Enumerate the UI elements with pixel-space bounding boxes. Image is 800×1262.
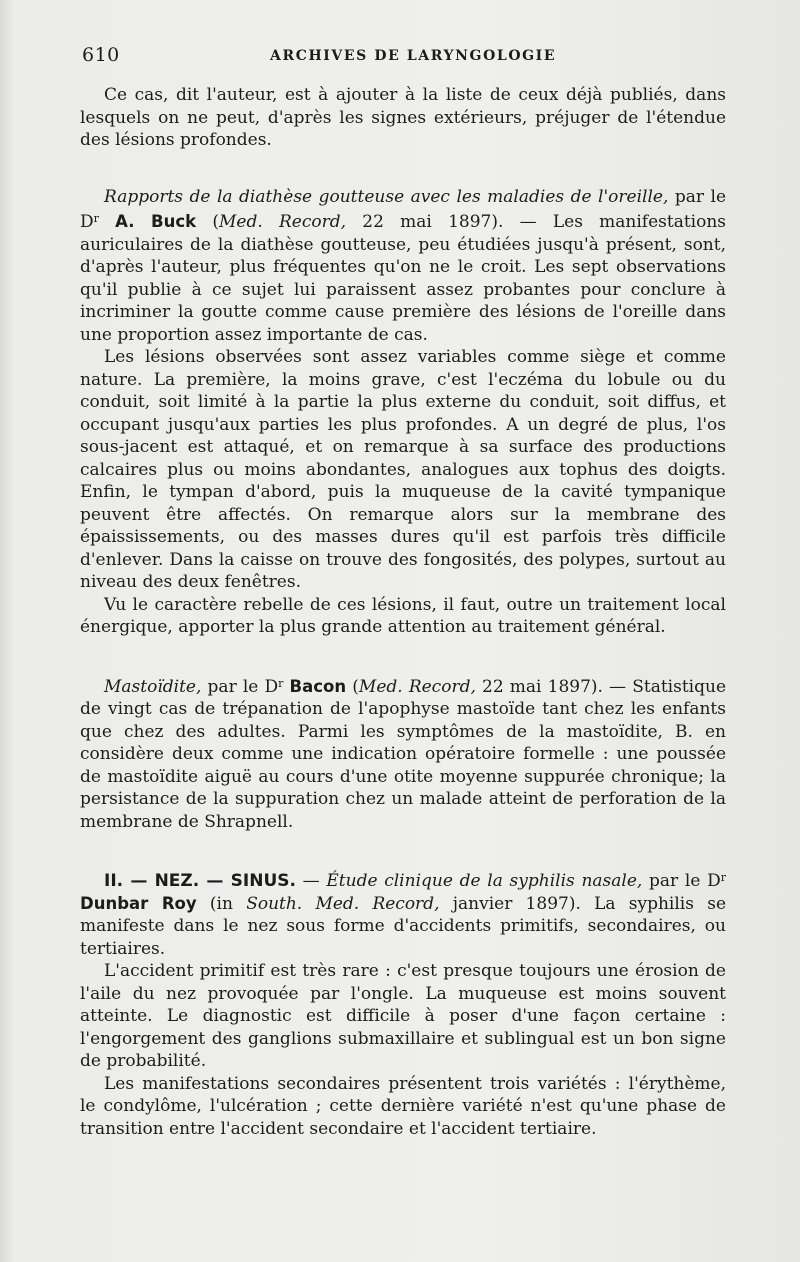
- journal-name: South. Med. Record,: [246, 893, 440, 914]
- paragraph-secondary-manifestations: Les manifestations secondaires présentent trois variétés : l'érythème, le condylôme, l'ulcération ; cette dernière variété n'est qu'une phase de transition entre l'accident secondaire et l'accident tertiaire.: [80, 1073, 726, 1139]
- article-title: Rapports de la diathèse goutteuse avec les maladies de l'oreille,: [104, 186, 669, 207]
- article-title: — Étude clinique de la syphilis nasale,: [295, 871, 643, 891]
- journal-name: Med. Record,: [358, 676, 476, 697]
- section-heading: II. — NEZ. — SINUS.: [104, 871, 296, 891]
- page-number: 610: [82, 44, 120, 66]
- paragraph-treatment: Vu le caractère rebelle de ces lésions, il faut, outre un traitement local énergique, apporter la plus grande attention au traitement général.: [80, 594, 726, 637]
- author-name: Bacon: [289, 676, 347, 696]
- article-mastoiditis: Mastoïdite, par le $D^r$ Bacon (Med. Record, 22 mai 1897). — Statistique de vingt cas de trépanation de l'apophyse mastoïde tant chez les enfants que chez des adultes. Parmi les symptômes de la mastoïdite, B. en considère deux comme une indication opératoire formelle : une poussée de mastoïdite aiguë au cours d'une otite moyenne suppurée chronique; la persistance de la suppuration chez un malade atteint de perforation de la membrane de Shrapnell.: [80, 676, 727, 832]
- running-title: ARCHIVES DE LARYNGOLOGIE: [270, 48, 557, 64]
- paragraph-lesions: Les lésions observées sont assez variables comme siège et comme nature. La première, la moins grave, c'est l'eczéma du lobule ou du conduit, soit limité à la partie la plus externe du conduit, soit diffus, et occupant jusqu'aux parties les plus profondes. A un degré de plus, l'os sous-jacent est attaqué, et on remarque à sa surface des productions calcaires plus ou moins abondantes, analogues aux tophus des doigts. Enfin, le tympan d'abord, puis la muqueuse de la cavité tympanique peuvent être affectés. On remarque alors sur la membrane des épaississements, ou des masses dures qu'il est parfois très difficile d'enlever. Dans la caisse on trouve des fongosités, des polypes, surtout au niveau des deux fenêtres.: [80, 347, 726, 592]
- body-text: [80, 84, 726, 1140]
- paragraph-primary-accident: L'accident primitif est très rare : c'est presque toujours une érosion de l'aile du nez provoquée par l'ongle. La muqueuse est moins souvent atteinte. Le diagnostic est difficile à poser d'une façon certaine : l'engorgement des ganglions submaxillaire et sublingual est un bon signe de probabilité.: [80, 961, 726, 1071]
- author-name: Dunbar Roy: [80, 893, 197, 913]
- page-header: [82, 44, 722, 74]
- journal-name: Med. Record,: [219, 212, 347, 232]
- article-title: Mastoïdite,: [104, 676, 202, 697]
- article-gout-ear-intro: Rapports de la diathèse goutteuse avec les maladies de l'oreille, par le $D^r$ A. Buck (Med. Record, 22 mai 1897). — Les manifestations auriculaires de la diathèse goutteuse, peu étudiées jusqu'à présent, sont, d'après l'auteur, plus fréquentes qu'on ne le croit. Les sept observations qu'il publie à ce sujet lui paraissent assez probantes pour conclure à incriminer la goutte comme cause première des lésions de l'oreille dans une proportion assez importante de cas.: [80, 186, 727, 345]
- paragraph-case-conclusion: Ce cas, dit l'auteur, est à ajouter à la liste de ceux déjà publiés, dans lesquels on ne peut, d'après les signes extérieurs, préjuger de l'étendue des lésions profondes.: [80, 85, 726, 150]
- section-nez-sinus-intro: II. — NEZ. — SINUS. — Étude clinique de la syphilis nasale, par le $D^r$ Dunbar Roy (in South. Med. Record, janvier 1897). La syphilis se manifeste dans le nez sous forme d'accidents primitifs, secondaires, ou tertiaires.: [80, 871, 726, 959]
- author-name: A. Buck: [115, 212, 197, 231]
